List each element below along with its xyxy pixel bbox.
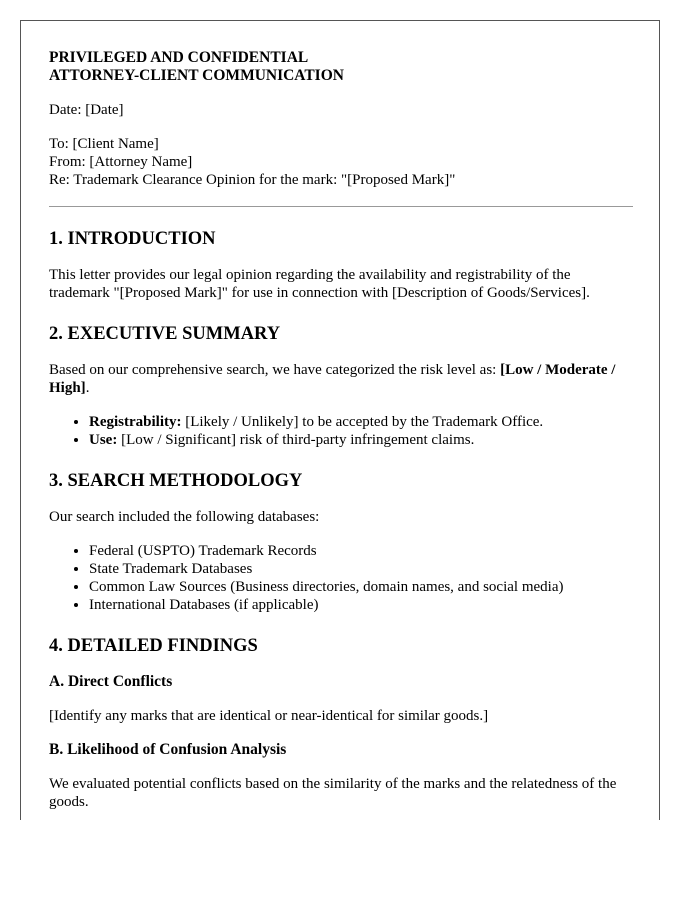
section-heading-detailed-findings: 4. DETAILED FINDINGS	[49, 636, 258, 656]
list-item: • Federal (USPTO) Trademark Records	[89, 542, 633, 560]
document-page	[20, 20, 660, 820]
direct-conflicts-text: [Identify any marks that are identical or near-identical for similar goods.]	[49, 708, 489, 724]
list-item: • International Databases (if applicable)	[89, 596, 633, 614]
summary-text-after: .	[85, 380, 90, 396]
bullet-label: Use:	[89, 432, 118, 448]
database-list	[49, 542, 633, 614]
methodology-text: Our search included the following databases:	[49, 509, 320, 525]
bullet-text: [Low / Significant] risk of third-party infringement claims.	[117, 432, 475, 448]
date-line: Date: [Date]	[49, 102, 124, 118]
list-item	[89, 413, 633, 431]
summary-text-before: Based on our comprehensive search, we have categorized the risk level as:	[49, 362, 501, 378]
section-heading-executive-summary: 2. EXECUTIVE SUMMARY	[49, 324, 281, 344]
risk-level: [Low / Moderate / High]	[49, 362, 616, 396]
re-line: Re: Trademark Clearance Opinion for the mark: "[Proposed Mark]"	[49, 172, 456, 188]
communication-header: ATTORNEY-CLIENT COMMUNICATION	[49, 67, 344, 84]
to-line: To: [Client Name]	[49, 136, 159, 152]
document-body	[49, 49, 633, 811]
header-divider	[49, 206, 633, 207]
from-line: From: [Attorney Name]	[49, 154, 193, 170]
section-heading-search-methodology: 3. SEARCH METHODOLOGY	[49, 471, 303, 491]
summary-bullet-list	[49, 413, 633, 449]
memo-meta	[49, 135, 633, 189]
bullet-label: Registrability:	[89, 414, 182, 430]
list-item: • Common Law Sources (Business directories, domain names, and social media)	[89, 578, 633, 596]
subheading-likelihood-of-confusion: B. Likelihood of Confusion Analysis	[49, 741, 287, 758]
privilege-header: PRIVILEGED AND CONFIDENTIAL	[49, 49, 309, 66]
list-item: • State Trademark Databases	[89, 560, 633, 578]
bullet-text: [Likely / Unlikely] to be accepted by the Trademark Office.	[181, 414, 544, 430]
subheading-direct-conflicts: A. Direct Conflicts	[49, 673, 173, 690]
list-item	[89, 431, 633, 449]
introduction-text: This letter provides our legal opinion regarding the availability and registrability of the trademark "[Proposed Mark]" for use in connection with [Description of Goods/Services].	[49, 267, 590, 301]
section-heading-introduction: 1. INTRODUCTION	[49, 229, 216, 249]
likelihood-of-confusion-text: We evaluated potential conflicts based on the similarity of the marks and the relatedness of the goods.	[49, 776, 617, 810]
executive-summary-text	[49, 361, 633, 397]
